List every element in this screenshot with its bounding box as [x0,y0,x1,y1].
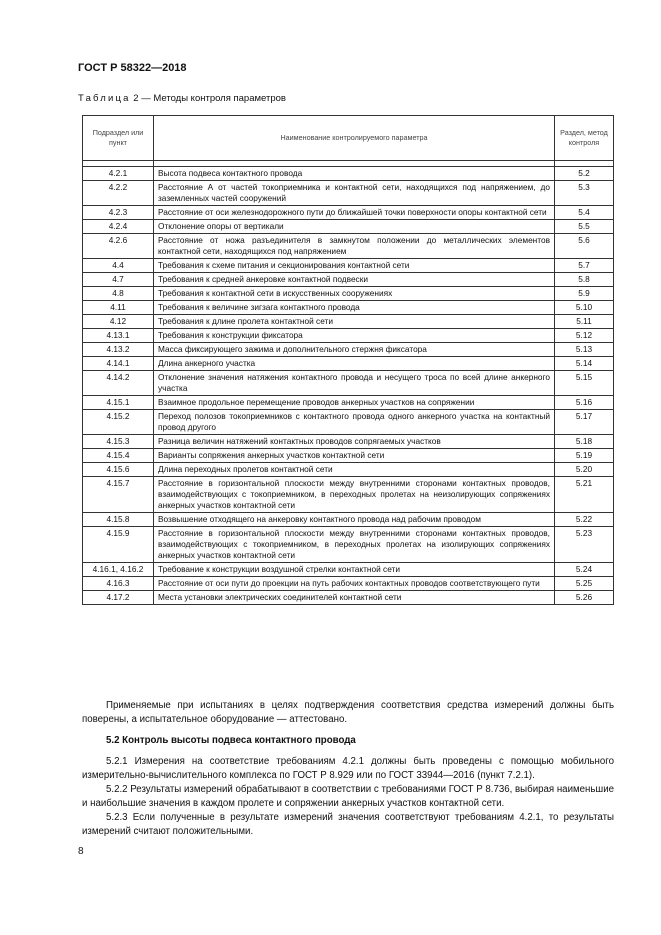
table-row [83,220,614,234]
method-cell: 5.8 [555,273,614,287]
method-cell: 5.4 [555,206,614,220]
table-caption-word: Таблица [78,93,131,104]
clause-cell: 4.15.4 [83,449,154,463]
table-row [83,410,614,435]
table-row [83,435,614,449]
column-header-clause: Подраздел или пункт [83,116,154,161]
method-cell: 5.25 [555,577,614,591]
table-row [83,259,614,273]
table-row [83,287,614,301]
parameter-cell: Требования к контактной сети в искусственных сооружениях [154,287,555,301]
method-cell: 5.7 [555,259,614,273]
parameter-cell: Расстояние в горизонтальной плоскости между внутренними сторонами контактных проводов, взаимодействующих с токоприемником, в переходных пролетах на неизолирующих сопряжениях анкерных участков контактной сети [154,477,555,513]
method-cell: 5.2 [555,167,614,181]
table-row [83,527,614,563]
standard-header: ГОСТ Р 58322—2018 [78,62,187,74]
method-cell: 5.20 [555,463,614,477]
clause-cell: 4.15.6 [83,463,154,477]
method-cell: 5.6 [555,234,614,259]
parameter-cell: Варианты сопряжения анкерных участков контактной сети [154,449,555,463]
clause-cell: 4.16.1, 4.16.2 [83,563,154,577]
parameter-cell: Требования к конструкции фиксатора [154,329,555,343]
parameter-cell: Расстояние от ножа разъединителя в замкнутом положении до металлических элементов контактной сети, находящихся под напряжением [154,234,555,259]
paragraph-5-2-1: 5.2.1 Измерения на соответствие требованиям 4.2.1 должны быть проведены с помощью мобильного измерительно-вычислительного комплекса по ГОСТ Р 8.929 или по ГОСТ 33944—2016 (пункт 7.2.1). [82,756,614,781]
method-cell: 5.17 [555,410,614,435]
clause-cell: 4.8 [83,287,154,301]
table-row [83,181,614,206]
table-row [83,273,614,287]
clause-cell: 4.13.2 [83,343,154,357]
method-cell: 5.12 [555,329,614,343]
clause-cell: 4.13.1 [83,329,154,343]
clause-cell: 4.2.6 [83,234,154,259]
parameter-cell: Длина переходных пролетов контактной сети [154,463,555,477]
clause-cell: 4.14.2 [83,371,154,396]
parameters-table [82,115,614,605]
table-row [83,329,614,343]
column-header-method: Раздел, метод контроля [555,116,614,161]
method-cell: 5.19 [555,449,614,463]
table-row [83,449,614,463]
section-body [82,755,614,839]
table-row [83,343,614,357]
parameter-cell: Требования к длине пролета контактной сети [154,315,555,329]
clause-cell: 4.15.3 [83,435,154,449]
table-row [83,357,614,371]
clause-cell: 4.2.3 [83,206,154,220]
table-row [83,234,614,259]
table-row [83,371,614,396]
parameter-cell: Требования к величине зигзага контактного провода [154,301,555,315]
table-caption-title: 2 — Методы контроля параметров [133,93,286,104]
parameter-cell: Возвышение отходящего на анкеровку контактного провода над рабочим проводом [154,513,555,527]
parameter-cell: Расстояние от оси железнодорожного пути до ближайшей точки поверхности опоры контактной сети [154,206,555,220]
parameter-cell: Места установки электрических соединителей контактной сети [154,591,555,605]
clause-cell: 4.15.8 [83,513,154,527]
method-cell: 5.10 [555,301,614,315]
clause-cell: 4.16.3 [83,577,154,591]
parameter-cell: Отклонение значения натяжения контактного провода и несущего троса по всей длине анкерного участка [154,371,555,396]
clause-cell: 4.12 [83,315,154,329]
method-cell: 5.23 [555,527,614,563]
clause-cell: 4.2.2 [83,181,154,206]
parameter-cell: Длина анкерного участка [154,357,555,371]
method-cell: 5.3 [555,181,614,206]
clause-cell: 4.17.2 [83,591,154,605]
page-number: 8 [78,846,84,857]
method-cell: 5.26 [555,591,614,605]
method-cell: 5.5 [555,220,614,234]
parameter-cell: Разница величин натяжений контактных проводов сопрягаемых участков [154,435,555,449]
method-cell: 5.13 [555,343,614,357]
table-row [83,396,614,410]
method-cell: 5.18 [555,435,614,449]
clause-cell: 4.15.9 [83,527,154,563]
clause-cell: 4.11 [83,301,154,315]
clause-cell: 4.2.1 [83,167,154,181]
parameter-cell: Масса фиксирующего зажима и дополнительного стержня фиксатора [154,343,555,357]
method-cell: 5.9 [555,287,614,301]
section-heading: 5.2 Контроль высоты подвеса контактного провода [106,735,356,746]
table-row [83,315,614,329]
parameter-cell: Требование к конструкции воздушной стрелки контактной сети [154,563,555,577]
parameter-cell: Расстояние А от частей токоприемника и контактной сети, находящихся под напряжением, до заземленных частей сооружений [154,181,555,206]
parameter-cell: Взаимное продольное перемещение проводов анкерных участков на сопряжении [154,396,555,410]
parameter-cell: Высота подвеса контактного провода [154,167,555,181]
note-paragraph: Применяемые при испытаниях в целях подтверждения соответствия средства измерений должны быть поверены, а испытательное оборудование — аттестовано. [82,700,614,725]
parameter-cell: Переход полозов токоприемников с контактного провода одного анкерного участка на контактный провод другого [154,410,555,435]
method-cell: 5.11 [555,315,614,329]
table-row [83,477,614,513]
paragraph-5-2-2: 5.2.2 Результаты измерений обрабатывают в соответствии с требованиями ГОСТ Р 8.736, выбирая наименьшие и наибольшие значения в каждом пролете и сопряжении анкерных участков контактной сети. [82,784,614,809]
parameter-cell: Требования к средней анкеровке контактной подвески [154,273,555,287]
parameter-cell: Отклонение опоры от вертикали [154,220,555,234]
table-row [83,301,614,315]
parameter-cell: Расстояние в горизонтальной плоскости между внутренними сторонами контактных проводов, взаимодействующих с токоприемником, в переходных пролетах на изолирующих сопряжениях анкерных участков контактной сети [154,527,555,563]
table-caption [78,93,286,104]
clause-cell: 4.15.2 [83,410,154,435]
clause-cell: 4.15.7 [83,477,154,513]
column-header-parameter: Наименование контролируемого параметра [154,116,555,161]
table-row [83,463,614,477]
method-cell: 5.15 [555,371,614,396]
table-row [83,591,614,605]
method-cell: 5.21 [555,477,614,513]
paragraph-5-2-3: 5.2.3 Если полученные в результате измерений значения соответствуют требованиям 4.2.1, то результаты измерений считают положительными. [82,812,614,837]
parameter-cell: Требования к схеме питания и секционирования контактной сети [154,259,555,273]
clause-cell: 4.7 [83,273,154,287]
clause-cell: 4.15.1 [83,396,154,410]
method-cell: 5.16 [555,396,614,410]
note-paragraph-block [82,699,614,727]
clause-cell: 4.4 [83,259,154,273]
method-cell: 5.22 [555,513,614,527]
table-row [83,167,614,181]
table-row [83,563,614,577]
method-cell: 5.14 [555,357,614,371]
clause-cell: 4.14.1 [83,357,154,371]
method-cell: 5.24 [555,563,614,577]
table-row [83,513,614,527]
table-row [83,206,614,220]
clause-cell: 4.2.4 [83,220,154,234]
table-row [83,577,614,591]
table-body [83,167,614,605]
parameter-cell: Расстояние от оси пути до проекции на путь рабочих контактных проводов соответствующего пути [154,577,555,591]
table-header-row [83,116,614,161]
